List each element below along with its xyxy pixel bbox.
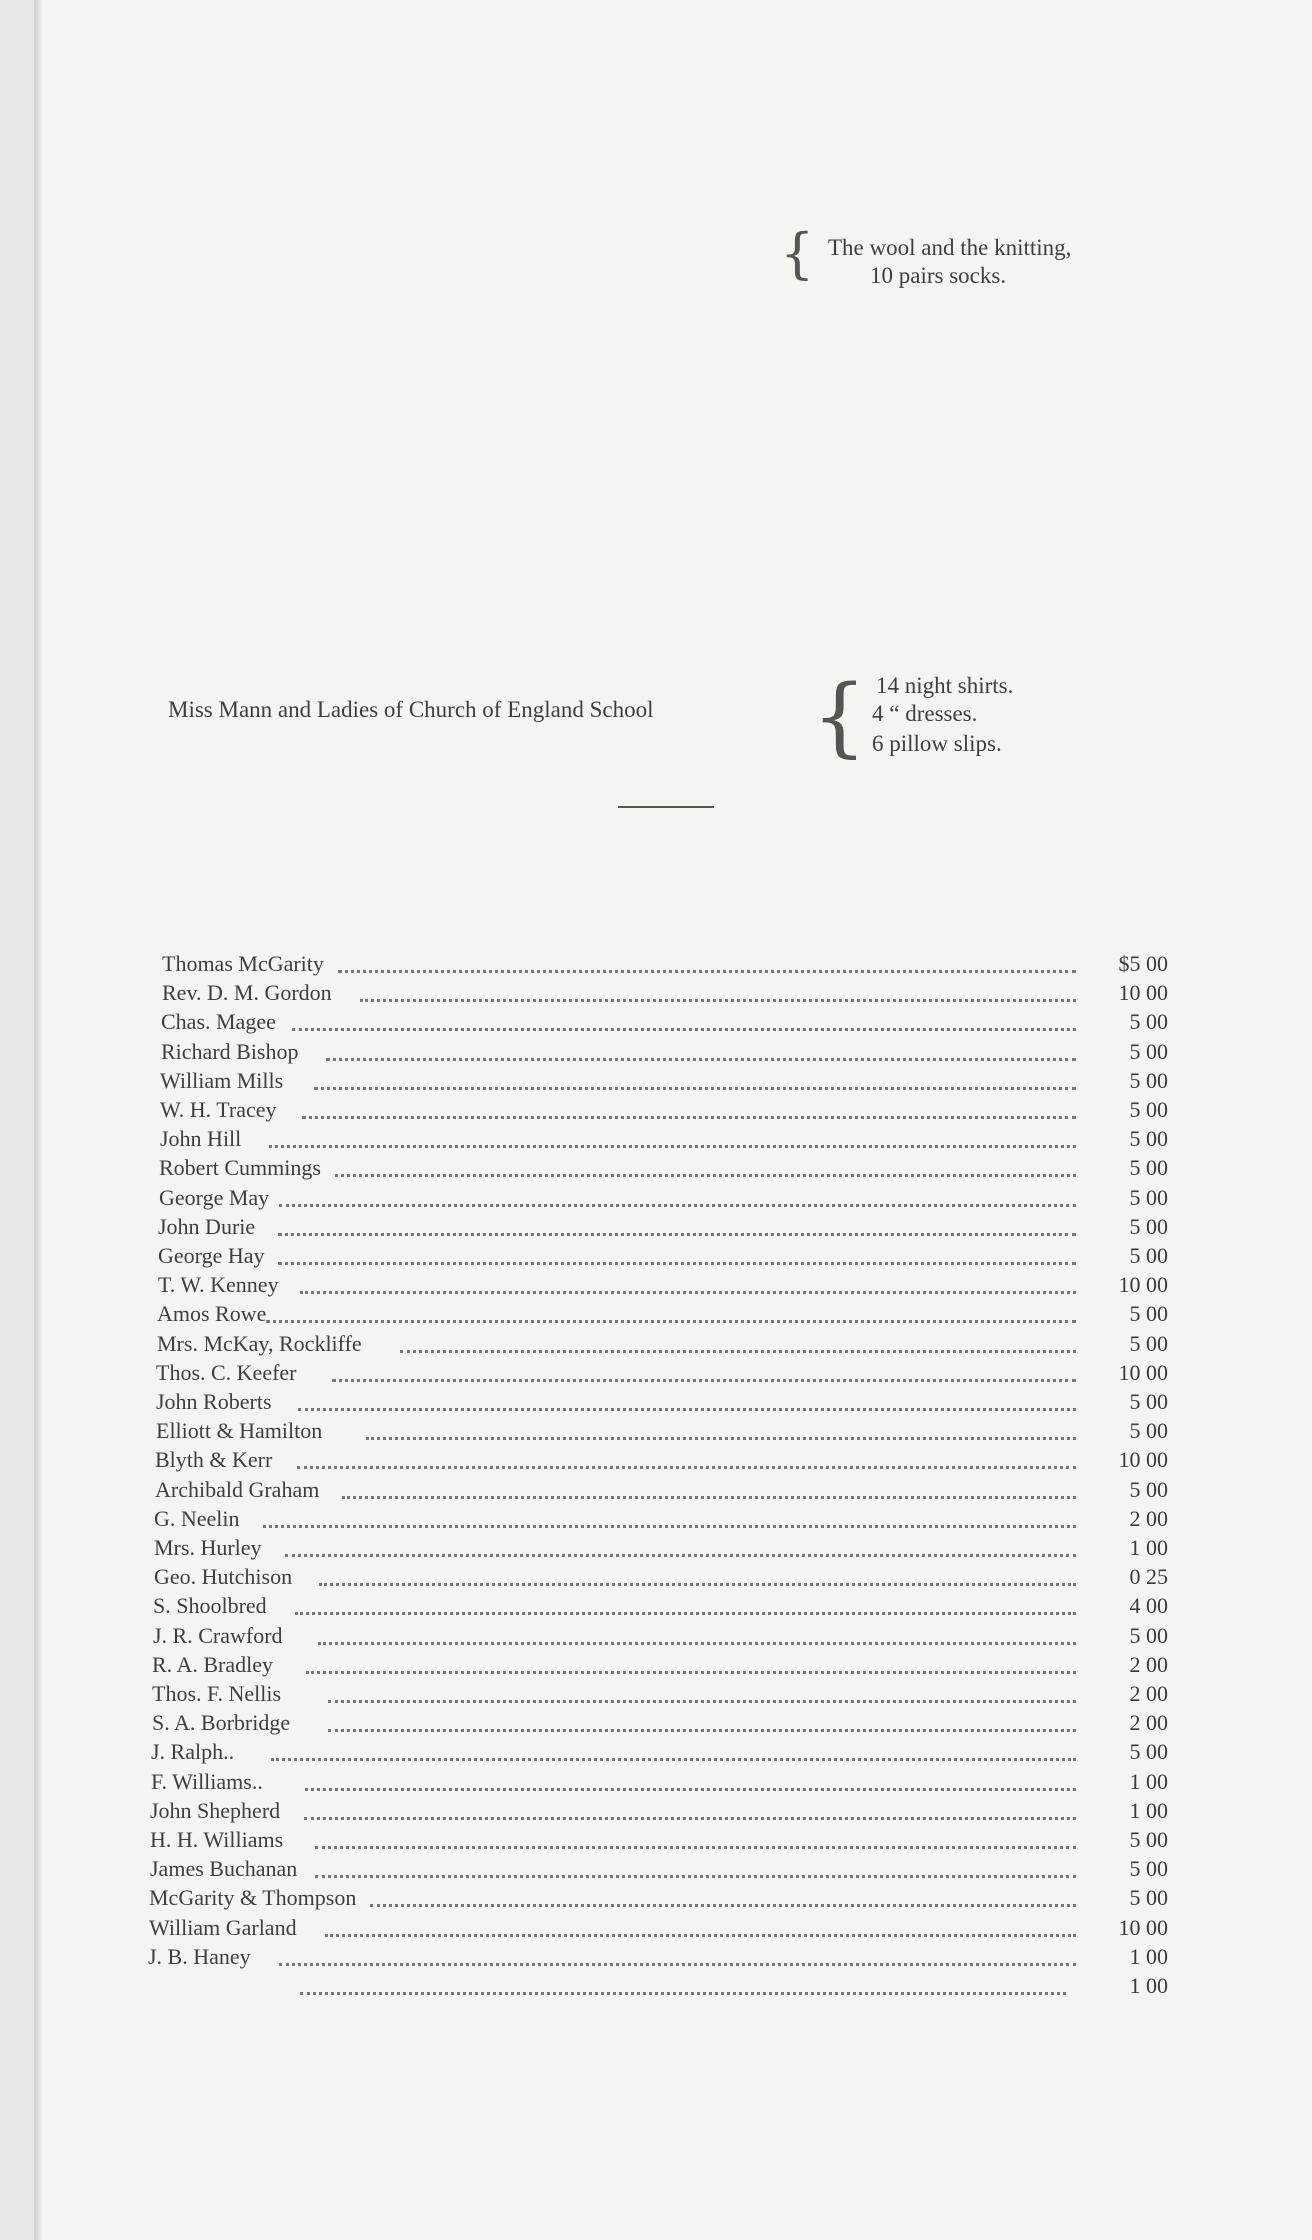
subscriber-name: Chas. Magee: [161, 1009, 276, 1035]
subscriber-name: Amos Rowe: [157, 1301, 267, 1327]
subscription-amount: 5 00: [1129, 1856, 1168, 1882]
subscription-amount: 5 00: [1129, 1067, 1168, 1093]
leader-dots: [300, 1992, 1066, 1995]
leader-dots: [342, 1496, 1076, 1499]
subscription-amount: 5 00: [1129, 1389, 1168, 1414]
leader-dots: [271, 1758, 1076, 1761]
subscription-amount: 1 00: [1129, 1797, 1168, 1823]
leader-dots: [285, 1554, 1076, 1557]
leader-dots: [278, 1233, 1076, 1236]
subscriber-name: Blyth & Kerr: [155, 1447, 273, 1473]
subscriber-name: James Buchanan: [150, 1856, 298, 1882]
subscription-amount: 1 00: [1129, 1973, 1168, 1998]
mann-item: 4 “ dresses.: [872, 701, 978, 726]
subscription-amount: 5 00: [1129, 1739, 1168, 1765]
subscription-amount: 5 00: [1129, 1126, 1168, 1152]
leader-dots: [269, 1145, 1076, 1148]
subscriber-name: George May: [159, 1184, 270, 1210]
subscription-amount: 1 00: [1129, 1943, 1168, 1969]
subscription-amount: 5 00: [1129, 1155, 1168, 1181]
brace-hinton: {: [780, 222, 815, 285]
leader-dots: [318, 1642, 1076, 1645]
subscription-amount: 5 00: [1129, 1097, 1168, 1122]
leader-dots: [366, 1437, 1076, 1440]
subscriber-name: John Durie: [158, 1213, 256, 1239]
subscriber-name: G. Neelin: [154, 1505, 240, 1531]
subscriber-name: William Mills: [160, 1067, 284, 1093]
subscriber-name: F. Williams..: [151, 1768, 263, 1794]
subscriber-name: William Garland: [149, 1914, 297, 1940]
leader-dots: [279, 1204, 1076, 1207]
leader-dots: [304, 1817, 1076, 1820]
hinton-item-2: 10 pairs socks.: [870, 263, 1007, 288]
leader-dots: [338, 970, 1076, 973]
subscription-amount: 5 00: [1129, 1184, 1168, 1210]
subscription-amount: 10 00: [1118, 980, 1168, 1006]
subscription-amount: 5 00: [1129, 1213, 1168, 1239]
subscription-amount: 5 00: [1129, 1330, 1168, 1356]
subscriber-name: Thos. C. Keefer: [156, 1359, 297, 1385]
leader-dots: [266, 1320, 1076, 1323]
leader-dots: [332, 1379, 1076, 1382]
subscriber-name: Archibald Graham: [155, 1476, 320, 1502]
subscriber-name: Richard Bishop: [161, 1038, 299, 1064]
subscriber-name: Thos. F. Nellis: [152, 1681, 282, 1706]
subscription-amount: 2 00: [1129, 1505, 1168, 1531]
subscription-amount: 5 00: [1129, 1038, 1168, 1064]
leader-dots: [370, 1904, 1076, 1907]
subscription-amount: 5 00: [1129, 1476, 1168, 1502]
subscriber-name: Mrs. McKay, Rockliffe: [157, 1330, 362, 1356]
hinton-item-1: The wool and the knitting,: [828, 235, 1072, 260]
leader-dots: [360, 999, 1076, 1002]
leader-dots: [400, 1350, 1076, 1353]
subscription-amount: 10 00: [1118, 1272, 1168, 1298]
leader-dots: [314, 1087, 1076, 1090]
page-edge-shadow: [34, 0, 42, 2240]
leader-dots: [328, 1700, 1076, 1703]
subscriber-name: J. B. Haney: [148, 1943, 251, 1969]
subscriber-name: H. H. Williams: [150, 1827, 284, 1852]
brace-mann: {: [812, 667, 867, 767]
subscriber-name: Mrs. Hurley: [154, 1535, 262, 1560]
leader-dots: [278, 1262, 1076, 1265]
subscription-amount: 1 00: [1129, 1535, 1168, 1560]
subscriber-name: J. Ralph..: [151, 1739, 235, 1765]
leader-dots: [319, 1583, 1076, 1586]
subscription-amount: 1 00: [1129, 1768, 1168, 1794]
subscriber-name: Elliott & Hamilton: [156, 1418, 323, 1444]
leader-dots: [315, 1875, 1076, 1878]
mann-name: Miss Mann and Ladies of Church of England School: [168, 697, 654, 722]
section-divider: [618, 806, 714, 808]
leader-dots: [325, 1934, 1076, 1937]
leader-dots: [315, 1846, 1076, 1849]
subscriber-name: McGarity & Thompson: [149, 1885, 357, 1911]
subscription-amount: 5 00: [1129, 1301, 1168, 1327]
subscriber-name: S. Shoolbred: [153, 1593, 267, 1619]
leader-dots: [306, 1671, 1076, 1674]
subscription-amount: 5 00: [1129, 1009, 1168, 1035]
mann-item: 6 pillow slips.: [872, 731, 1002, 756]
subscription-amount: 4 00: [1129, 1593, 1168, 1619]
leader-dots: [297, 1466, 1076, 1469]
subscription-amount: 2 00: [1129, 1710, 1168, 1736]
leader-dots: [335, 1174, 1076, 1177]
subscriber-name: John Shepherd: [150, 1797, 281, 1823]
subscription-amount: 5 00: [1129, 1827, 1168, 1852]
leader-dots: [328, 1729, 1076, 1732]
leader-dots: [279, 1963, 1076, 1966]
subscriber-name: George Hay: [158, 1243, 265, 1268]
subscription-amount: 5 00: [1129, 1243, 1168, 1268]
subscriber-name: T. W. Kenney: [158, 1272, 279, 1298]
leader-dots: [292, 1028, 1076, 1031]
leader-dots: [326, 1058, 1076, 1061]
subscriber-name: W. H. Tracey: [160, 1097, 277, 1122]
subscriber-name: Robert Cummings: [159, 1155, 321, 1181]
leader-dots: [298, 1408, 1076, 1411]
subscription-amount: 5 00: [1129, 1885, 1168, 1911]
subscriber-name: J. R. Crawford: [153, 1622, 283, 1648]
subscriber-name: John Hill: [160, 1126, 242, 1152]
subscriber-name: S. A. Borbridge: [152, 1710, 291, 1736]
subscription-amount: $5 00: [1118, 951, 1168, 976]
subscriber-name: Rev. D. M. Gordon: [162, 980, 332, 1006]
mann-item: 14 night shirts.: [876, 673, 1014, 698]
subscriber-name: John Roberts: [156, 1389, 272, 1414]
subscription-amount: 10 00: [1118, 1359, 1168, 1385]
leader-dots: [300, 1291, 1076, 1294]
subscriber-name: Thomas McGarity: [162, 951, 324, 976]
leader-dots: [263, 1525, 1076, 1528]
subscriber-name: R. A. Bradley: [152, 1651, 273, 1677]
leader-dots: [305, 1788, 1076, 1791]
subscription-amount: 5 00: [1129, 1418, 1168, 1444]
leader-dots: [295, 1612, 1076, 1615]
subscription-amount: 0 25: [1129, 1564, 1168, 1590]
subscription-amount: 5 00: [1129, 1622, 1168, 1648]
subscription-amount: 2 00: [1129, 1681, 1168, 1706]
subscriber-name: Geo. Hutchison: [154, 1564, 293, 1590]
subscription-amount: 10 00: [1118, 1447, 1168, 1473]
subscription-amount: 10 00: [1118, 1914, 1168, 1940]
subscription-amount: 2 00: [1129, 1651, 1168, 1677]
leader-dots: [302, 1116, 1076, 1119]
